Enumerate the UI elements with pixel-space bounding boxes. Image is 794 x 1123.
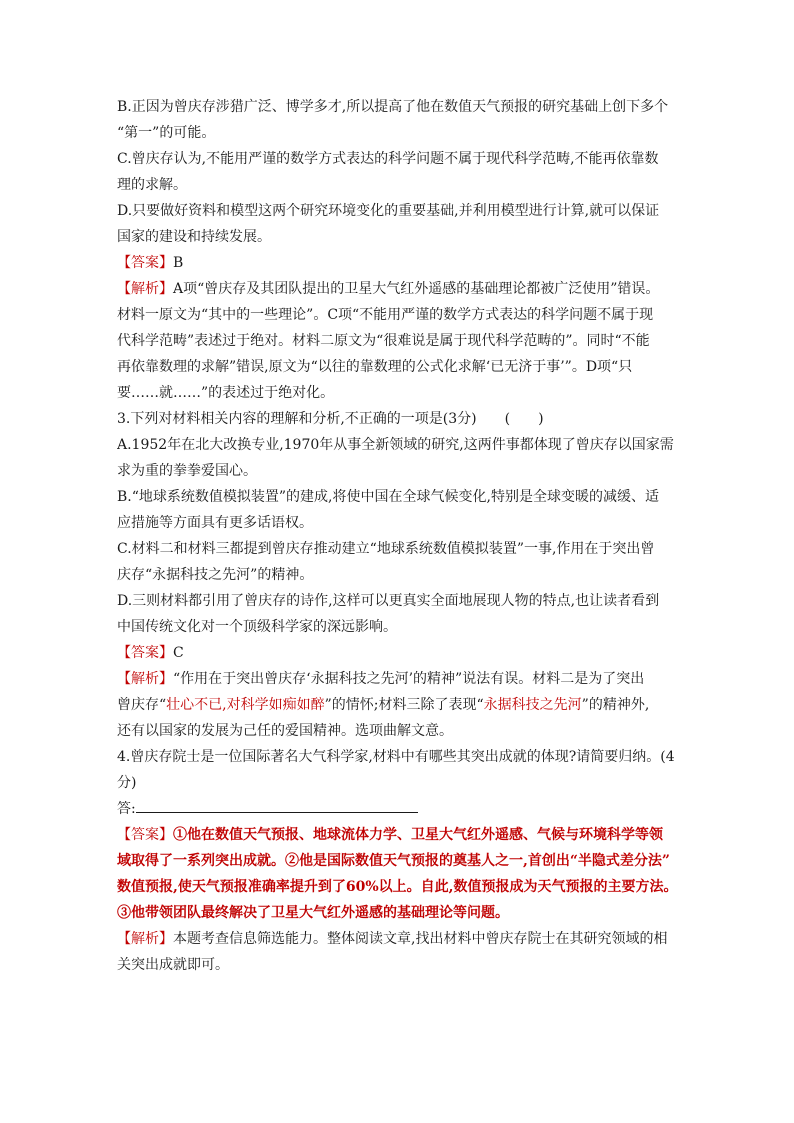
line-text: 再依靠数理的求解”错误,原文为“以往的靠数理的公式化求解‘已无济于事’”。D项“只 (117, 359, 633, 375)
line-text: “作用在于突出曾庆存‘永据科技之先河’的精神”说法有误。材料二是为了突出 (173, 671, 645, 687)
text-line (117, 510, 687, 536)
line-text: 4.曾庆存院士是一位国际著名大气科学家,材料中有哪些其突出成就的体现?请简要归纳。(4 (117, 749, 675, 765)
text-line (117, 536, 687, 562)
text-line (117, 276, 687, 302)
line-text: 国家的建设和持续发展。 (117, 229, 271, 245)
line-text: 应措施等方面具有更多话语权。 (117, 515, 313, 531)
text-line (117, 848, 687, 874)
line-text: ”的精神外, (581, 697, 650, 713)
text-line (117, 172, 687, 198)
text-line (117, 302, 687, 328)
text-line (117, 822, 687, 848)
answer-blank[interactable] (136, 797, 418, 813)
text-line (117, 692, 687, 718)
text-line (117, 588, 687, 614)
line-text: C.曾庆存认为,不能用严谨的数学方式表达的科学问题不属于现代科学范畴,不能再依靠数 (117, 151, 659, 167)
line-text: 代科学范畴”表述过于绝对。材料二原文为“很难说是属于现代科学范畴的”。同时“不能 (117, 333, 650, 349)
document-content (117, 94, 687, 978)
section-tag: 【解析】 (117, 931, 173, 947)
text-line (117, 926, 687, 952)
section-tag: 【解析】 (117, 281, 173, 297)
line-text: 理的求解。 (117, 177, 187, 193)
line-text: 曾庆存“ (117, 697, 167, 713)
line-text: 数值预报,使天气预报准确率提升到了60%以上。自此,数值预报成为天气预报的主要方法。 (117, 879, 678, 895)
text-line (117, 328, 687, 354)
text-line (117, 484, 687, 510)
text-line (117, 458, 687, 484)
line-text: 本题考查信息筛选能力。整体阅读文章,找出材料中曾庆存院士在其研究领域的相 (173, 931, 668, 947)
text-line (117, 380, 687, 406)
text-line (117, 250, 687, 276)
text-line (117, 770, 687, 796)
line-text: 求为重的拳拳爱国心。 (117, 463, 257, 479)
text-line (117, 562, 687, 588)
line-text: C (173, 645, 184, 661)
text-line (117, 120, 687, 146)
text-line (117, 796, 687, 822)
text-line (117, 900, 687, 926)
line-text: 答: (117, 801, 136, 817)
text-line (117, 354, 687, 380)
quote-highlight: 壮心不已,对科学如痴如醉 (166, 697, 325, 713)
line-text: 域取得了一系列突出成就。②他是国际数值天气预报的奠基人之一,首创出“半隐式差分法” (117, 853, 670, 869)
line-text: 材料一原文为“其中的一些理论”。C项“不能用严谨的数学方式表达的科学问题不属于现 (117, 307, 654, 323)
line-text: D.只要做好资料和模型这两个研究环境变化的重要基础,并利用模型进行计算,就可以保证 (117, 203, 660, 219)
text-line (117, 952, 687, 978)
line-text: 还有以国家的发展为己任的爱国精神。选项曲解文意。 (117, 723, 453, 739)
text-line (117, 146, 687, 172)
text-line (117, 198, 687, 224)
text-line (117, 432, 687, 458)
line-text: ③他带领团队最终解决了卫星大气红外遥感的基础理论等问题。 (117, 905, 509, 921)
line-text: A项“曾庆存及其团队提出的卫星大气红外遥感的基础理论都被广泛使用”错误。 (173, 281, 660, 297)
text-line (117, 666, 687, 692)
text-line (117, 718, 687, 744)
line-text: B.正因为曾庆存涉猎广泛、博学多才,所以提高了他在数值天气预报的研究基础上创下多个 (117, 99, 669, 115)
text-line (117, 744, 687, 770)
text-line (117, 406, 687, 432)
text-line (117, 224, 687, 250)
line-text: 3.下列对材料相关内容的理解和分析,不正确的一项是(3分) ( ) (117, 411, 544, 427)
section-tag: 【答案】 (117, 255, 173, 271)
line-text: A.1952年在北大改换专业,1970年从事全新领域的研究,这两件事都体现了曾庆存以国家需 (117, 437, 674, 453)
line-text: C.材料二和材料三都提到曾庆存推动建立“地球系统数值模拟装置”一事,作用在于突出曾 (117, 541, 655, 557)
section-tag: 【解析】 (117, 671, 173, 687)
text-line (117, 640, 687, 666)
section-tag: 【答案】 (117, 827, 173, 843)
line-text: 关突出成就即可。 (117, 957, 229, 973)
line-text: 分) (117, 775, 137, 791)
line-text: D.三则材料都引用了曾庆存的诗作,这样可以更真实全面地展现人物的特点,也让读者看到 (117, 593, 660, 609)
text-line (117, 614, 687, 640)
quote-highlight: 永据科技之先河 (483, 697, 582, 713)
section-tag: 【答案】 (117, 645, 173, 661)
line-text: ”的情怀;材料三除了表现“ (324, 697, 484, 713)
line-text: “第一”的可能。 (117, 125, 216, 141)
line-text: 要……就……”的表述过于绝对化。 (117, 385, 335, 401)
text-line (117, 874, 687, 900)
line-text: 庆存“永据科技之先河”的精神。 (117, 567, 314, 583)
line-text: B (173, 255, 184, 271)
text-line (117, 94, 687, 120)
line-text: B.“地球系统数值模拟装置”的建成,将使中国在全球气候变化,特别是全球变暖的减缓、适 (117, 489, 659, 505)
line-text: ①他在数值天气预报、地球流体力学、卫星大气红外遥感、气候与环境科学等领 (173, 827, 663, 843)
line-text: 中国传统文化对一个顶级科学家的深远影响。 (117, 619, 397, 635)
